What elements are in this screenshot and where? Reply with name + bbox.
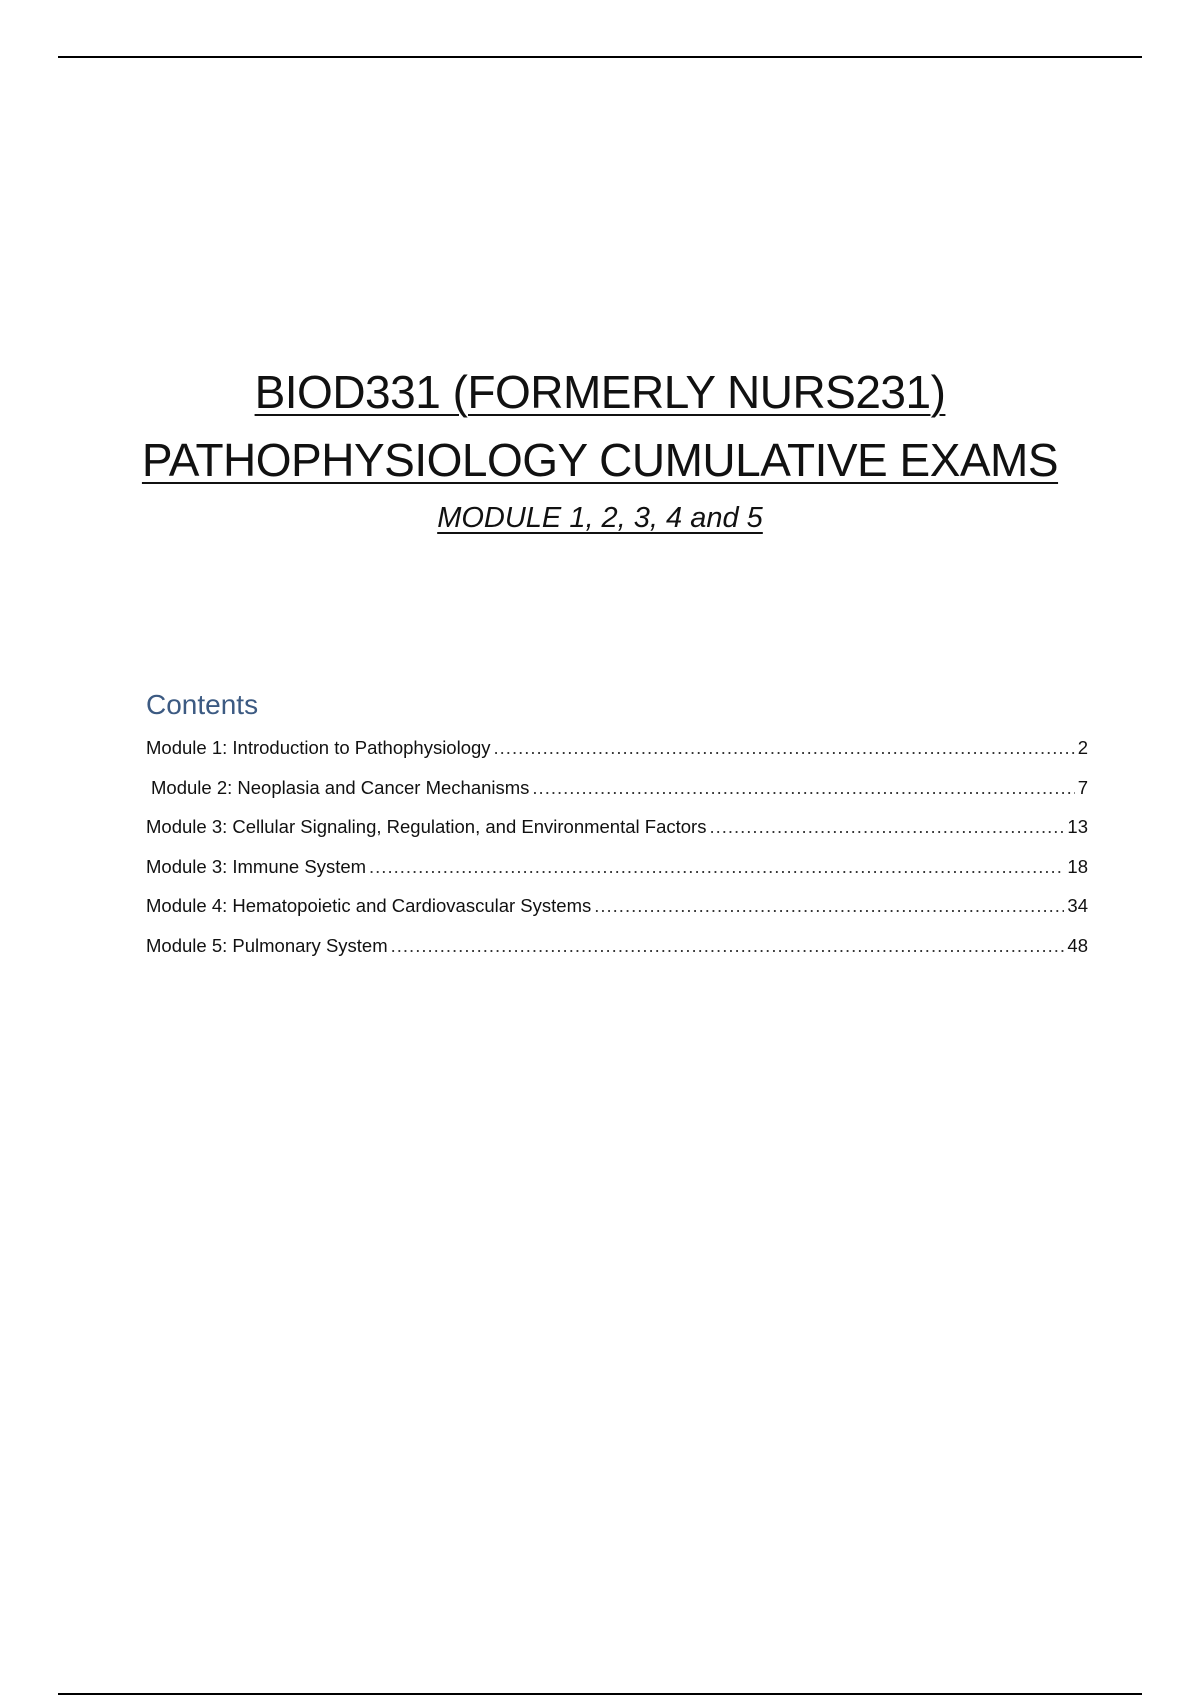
toc-entry-page: 7 [1077, 776, 1088, 798]
toc-dot-leader [532, 768, 1074, 808]
toc-entry-page: 2 [1077, 737, 1088, 758]
toc-entry-module-3-cellular[interactable] [146, 807, 1088, 847]
toc-entry-page: 34 [1067, 895, 1088, 916]
top-rule [58, 56, 1142, 58]
toc-dot-leader [594, 886, 1064, 926]
title-block [0, 358, 1200, 540]
toc-entry-module-4[interactable] [146, 886, 1088, 926]
toc-entry-label: Module 4: Hematopoietic and Cardiovascular Systems [146, 895, 592, 916]
document-subtitle: MODULE 1, 2, 3, 4 and 5 [437, 502, 763, 534]
toc-entry-module-3-immune[interactable] [146, 847, 1088, 887]
toc-entry-module-2[interactable] [146, 768, 1088, 808]
toc-entry-label: Module 2: Neoplasia and Cancer Mechanisms [151, 776, 530, 798]
toc-entry-page: 18 [1067, 855, 1088, 877]
toc-entry-label: Module 3: Immune System [146, 855, 367, 877]
toc-entry-module-5[interactable] [146, 926, 1088, 966]
toc-heading: Contents [146, 689, 259, 720]
bottom-rule [58, 1693, 1142, 1695]
toc-dot-leader [391, 926, 1065, 966]
document-title-line-2: PATHOPHYSIOLOGY CUMULATIVE EXAMS [141, 434, 1059, 486]
toc-entry-label: Module 3: Cellular Signaling, Regulation, and Environmental Factors [146, 816, 707, 837]
toc-entry-label: Module 1: Introduction to Pathophysiology [146, 737, 491, 758]
toc-dot-leader [369, 847, 1064, 887]
toc-entry-page: 48 [1067, 934, 1088, 956]
toc-entry-module-1[interactable] [146, 728, 1088, 768]
toc-list [146, 728, 1088, 965]
toc-entry-page: 13 [1067, 816, 1088, 837]
toc-dot-leader [494, 728, 1075, 768]
table-of-contents [146, 688, 1088, 965]
toc-entry-label: Module 5: Pulmonary System [146, 934, 388, 956]
document-title-line-1: BIOD331 (FORMERLY NURS231) [254, 366, 946, 418]
toc-dot-leader [709, 807, 1064, 847]
